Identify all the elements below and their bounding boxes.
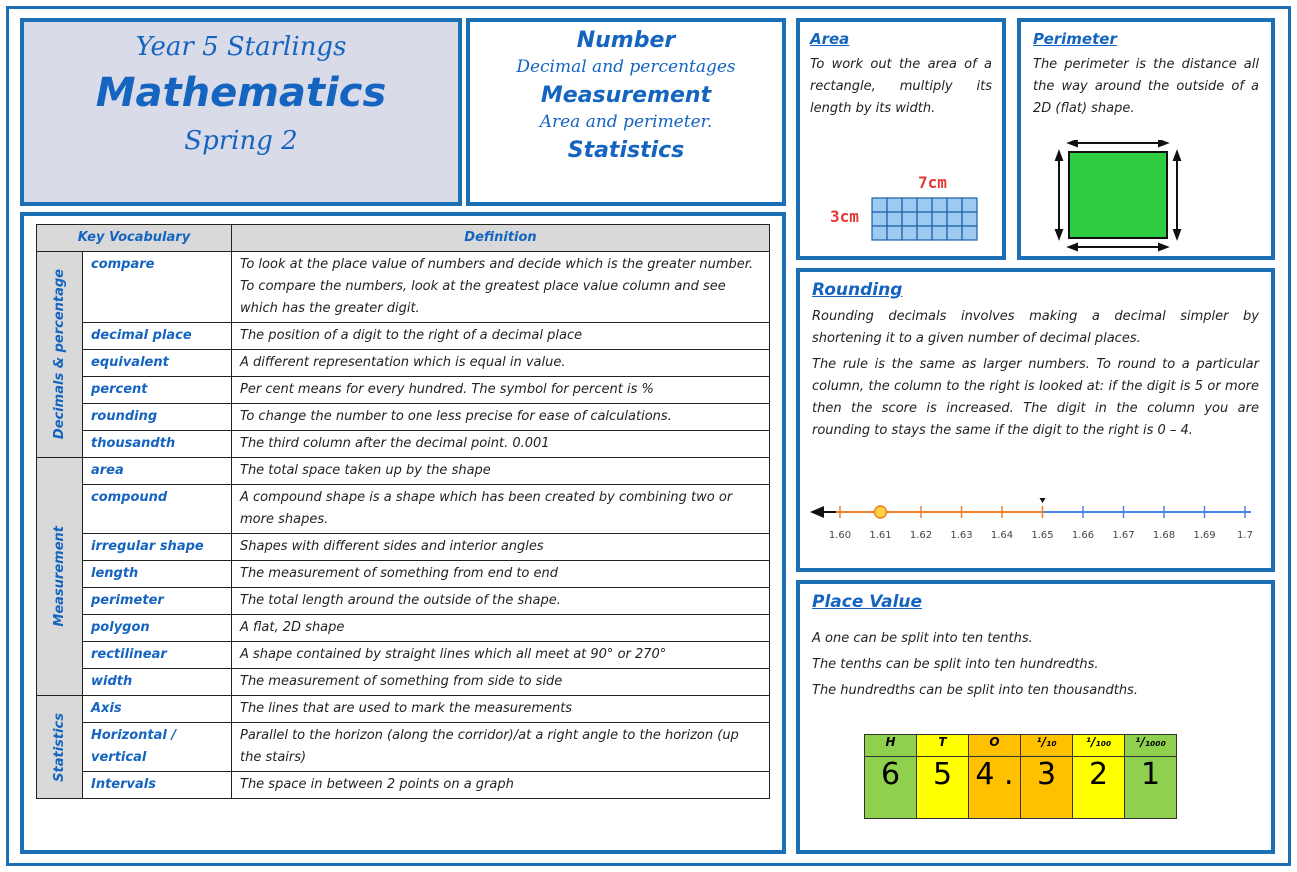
vocab-term: polygon <box>83 615 232 642</box>
vocab-definition: Parallel to the horizon (along the corridor)/at a right angle to the horizon (up the stairs) <box>232 723 770 772</box>
topics-box <box>466 18 786 206</box>
vocab-term: length <box>83 561 232 588</box>
category-label: Decimals & percentage <box>51 269 67 440</box>
table-row <box>37 642 770 669</box>
table-row <box>37 377 770 404</box>
rounding-heading: Rounding <box>812 280 903 300</box>
title-box <box>20 18 462 206</box>
area-grid-cell <box>917 212 932 226</box>
area-grid-cell <box>887 212 902 226</box>
vocab-term: perimeter <box>83 588 232 615</box>
perimeter-square <box>1069 152 1167 238</box>
vocab-definition: Per cent means for every hundred. The symbol for percent is % <box>232 377 770 404</box>
area-heading: Area <box>810 30 850 48</box>
vocab-definition: The total length around the outside of the shape. <box>232 588 770 615</box>
area-grid-cell <box>872 226 887 240</box>
number-line-arrow <box>810 506 824 518</box>
number-line-tick-label: 1.61 <box>869 530 892 541</box>
perimeter-heading: Perimeter <box>1033 30 1117 48</box>
number-line-tick-label: 1.64 <box>990 530 1014 541</box>
pv-header: T <box>917 735 969 757</box>
area-grid-cell <box>887 198 902 212</box>
col-header-definition: Definition <box>232 225 770 252</box>
area-grid-cell <box>872 212 887 226</box>
vocab-term: irregular shape <box>83 534 232 561</box>
rounding-number-line <box>810 494 1260 544</box>
pv-digit: 4 . <box>969 757 1021 819</box>
vocab-definition: The third column after the decimal point. 0.001 <box>232 431 770 458</box>
topic-heading-measurement: Measurement <box>540 83 712 108</box>
area-grid-cell <box>932 226 947 240</box>
vocab-term: Axis <box>83 696 232 723</box>
vocab-definition: To change the number to one less precise for ease of calculations. <box>232 404 770 431</box>
table-row <box>37 588 770 615</box>
number-line-tick-label: 1.7 <box>1237 530 1253 541</box>
table-row <box>37 696 770 723</box>
page-title: Mathematics <box>95 70 387 116</box>
category-cell <box>37 252 83 458</box>
pv-digit: 3 <box>1021 757 1073 819</box>
area-length-label: 7cm <box>918 173 947 192</box>
vocabulary-box <box>20 212 786 854</box>
area-grid-diagram <box>830 172 1010 242</box>
pv-digit: 2 <box>1073 757 1125 819</box>
area-grid-cell <box>962 226 977 240</box>
area-grid-cell <box>962 212 977 226</box>
area-width-label: 3cm <box>830 207 859 226</box>
area-grid-cell <box>872 198 887 212</box>
number-line-pointer <box>1040 498 1046 503</box>
vocab-definition: The space in between 2 points on a graph <box>232 772 770 799</box>
place-value-line-1: A one can be split into ten tenths. <box>812 631 1033 646</box>
area-box <box>796 18 1006 260</box>
area-grid-cell <box>932 198 947 212</box>
table-row <box>37 431 770 458</box>
vocab-definition: The total space taken up by the shape <box>232 458 770 485</box>
area-grid-cell <box>887 226 902 240</box>
pv-digit: 1 <box>1125 757 1177 819</box>
perimeter-text: The perimeter is the distance all the way around the outside of a 2D (flat) shape. <box>1033 57 1259 116</box>
number-line-tick-label: 1.63 <box>950 530 973 541</box>
area-grid-cell <box>962 198 977 212</box>
table-row <box>37 404 770 431</box>
topic-sub-measurement: Area and perimeter. <box>539 112 713 132</box>
pv-header: O <box>969 735 1021 757</box>
number-line-tick-label: 1.68 <box>1152 530 1176 541</box>
table-row <box>37 669 770 696</box>
perimeter-box <box>1017 18 1275 260</box>
place-value-line-3: The hundredths can be split into ten thousandths. <box>812 683 1138 698</box>
class-name: Year 5 Starlings <box>135 32 347 62</box>
vocab-definition: A different representation which is equal in value. <box>232 350 770 377</box>
area-grid-cell <box>917 226 932 240</box>
vocab-term: Horizontal / vertical <box>83 723 232 772</box>
col-header-vocabulary: Key Vocabulary <box>37 225 232 252</box>
pv-digit: 5 <box>917 757 969 819</box>
table-row <box>37 485 770 534</box>
area-grid-cell <box>902 212 917 226</box>
number-line-tick-label: 1.60 <box>828 530 852 541</box>
vocab-definition: A shape contained by straight lines which all meet at 90° or 270° <box>232 642 770 669</box>
vocab-term: thousandth <box>83 431 232 458</box>
area-grid-cell <box>902 198 917 212</box>
area-text: To work out the area of a rectangle, multiply its length by its width. <box>810 57 992 116</box>
table-row <box>37 723 770 772</box>
table-row <box>37 323 770 350</box>
area-grid-cell <box>947 212 962 226</box>
number-line-marker <box>875 506 887 518</box>
place-value-box <box>796 580 1275 854</box>
vocab-definition: The lines that are used to mark the measurements <box>232 696 770 723</box>
topic-sub-number: Decimal and percentages <box>516 57 736 77</box>
number-line-tick-label: 1.65 <box>1031 530 1054 541</box>
table-row <box>37 458 770 485</box>
pv-header: ¹/₁₀ <box>1021 735 1073 757</box>
rounding-para-2: The rule is the same as larger numbers. To round to a particular column, the column to the right is looked at: if the digit is 5 or more then the score is increased. The digit in the column you are rounding to stays the same if the digit to the right is 0 – 4. <box>812 357 1259 438</box>
table-row <box>37 350 770 377</box>
vocab-term: decimal place <box>83 323 232 350</box>
vocab-definition: A compound shape is a shape which has been created by combining two or more shapes. <box>232 485 770 534</box>
number-line-tick-label: 1.69 <box>1193 530 1216 541</box>
topic-heading-number: Number <box>576 28 676 53</box>
pv-header: ¹/₁₀₀₀ <box>1125 735 1177 757</box>
vocab-term: width <box>83 669 232 696</box>
vocab-term: compound <box>83 485 232 534</box>
vocab-term: compare <box>83 252 232 323</box>
area-grid-cell <box>947 226 962 240</box>
table-row <box>37 615 770 642</box>
category-label: Measurement <box>51 526 67 627</box>
number-line-tick-label: 1.66 <box>1071 530 1095 541</box>
place-value-table <box>864 734 1177 819</box>
pv-digit: 6 <box>865 757 917 819</box>
topic-heading-statistics: Statistics <box>567 138 685 163</box>
number-line-tick-label: 1.67 <box>1112 530 1135 541</box>
area-grid-cell <box>902 226 917 240</box>
area-grid-cell <box>917 198 932 212</box>
category-label: Statistics <box>51 712 67 782</box>
vocab-definition: Shapes with different sides and interior angles <box>232 534 770 561</box>
vocab-definition: To look at the place value of numbers and decide which is the greater number. To compare the numbers, look at the greatest place value column and see which has the greater digit. <box>232 252 770 323</box>
vocab-term: area <box>83 458 232 485</box>
term-name: Spring 2 <box>184 126 298 156</box>
pv-header: ¹/₁₀₀ <box>1073 735 1125 757</box>
table-row <box>37 561 770 588</box>
area-grid-cell <box>947 198 962 212</box>
number-line-tick-label: 1.62 <box>909 530 933 541</box>
rounding-box <box>796 268 1275 572</box>
vocab-term: rectilinear <box>83 642 232 669</box>
vocab-definition: The measurement of something from end to end <box>232 561 770 588</box>
vocab-definition: A flat, 2D shape <box>232 615 770 642</box>
area-grid-cell <box>932 212 947 226</box>
vocab-term: equivalent <box>83 350 232 377</box>
table-row <box>37 252 770 323</box>
table-row <box>37 772 770 799</box>
vocabulary-table <box>36 224 770 799</box>
vocab-term: rounding <box>83 404 232 431</box>
pv-header: H <box>865 735 917 757</box>
category-cell <box>37 696 83 799</box>
rounding-para-1: Rounding decimals involves making a decimal simpler by shortening it to a given number of decimal places. <box>812 309 1259 346</box>
place-value-line-2: The tenths can be split into ten hundredths. <box>812 657 1099 672</box>
vocab-term: percent <box>83 377 232 404</box>
vocab-definition: The position of a digit to the right of a decimal place <box>232 323 770 350</box>
vocab-definition: The measurement of something from side to side <box>232 669 770 696</box>
place-value-heading: Place Value <box>812 592 923 612</box>
category-cell <box>37 458 83 696</box>
table-row <box>37 534 770 561</box>
perimeter-square-diagram <box>1047 140 1187 252</box>
vocab-term: Intervals <box>83 772 232 799</box>
